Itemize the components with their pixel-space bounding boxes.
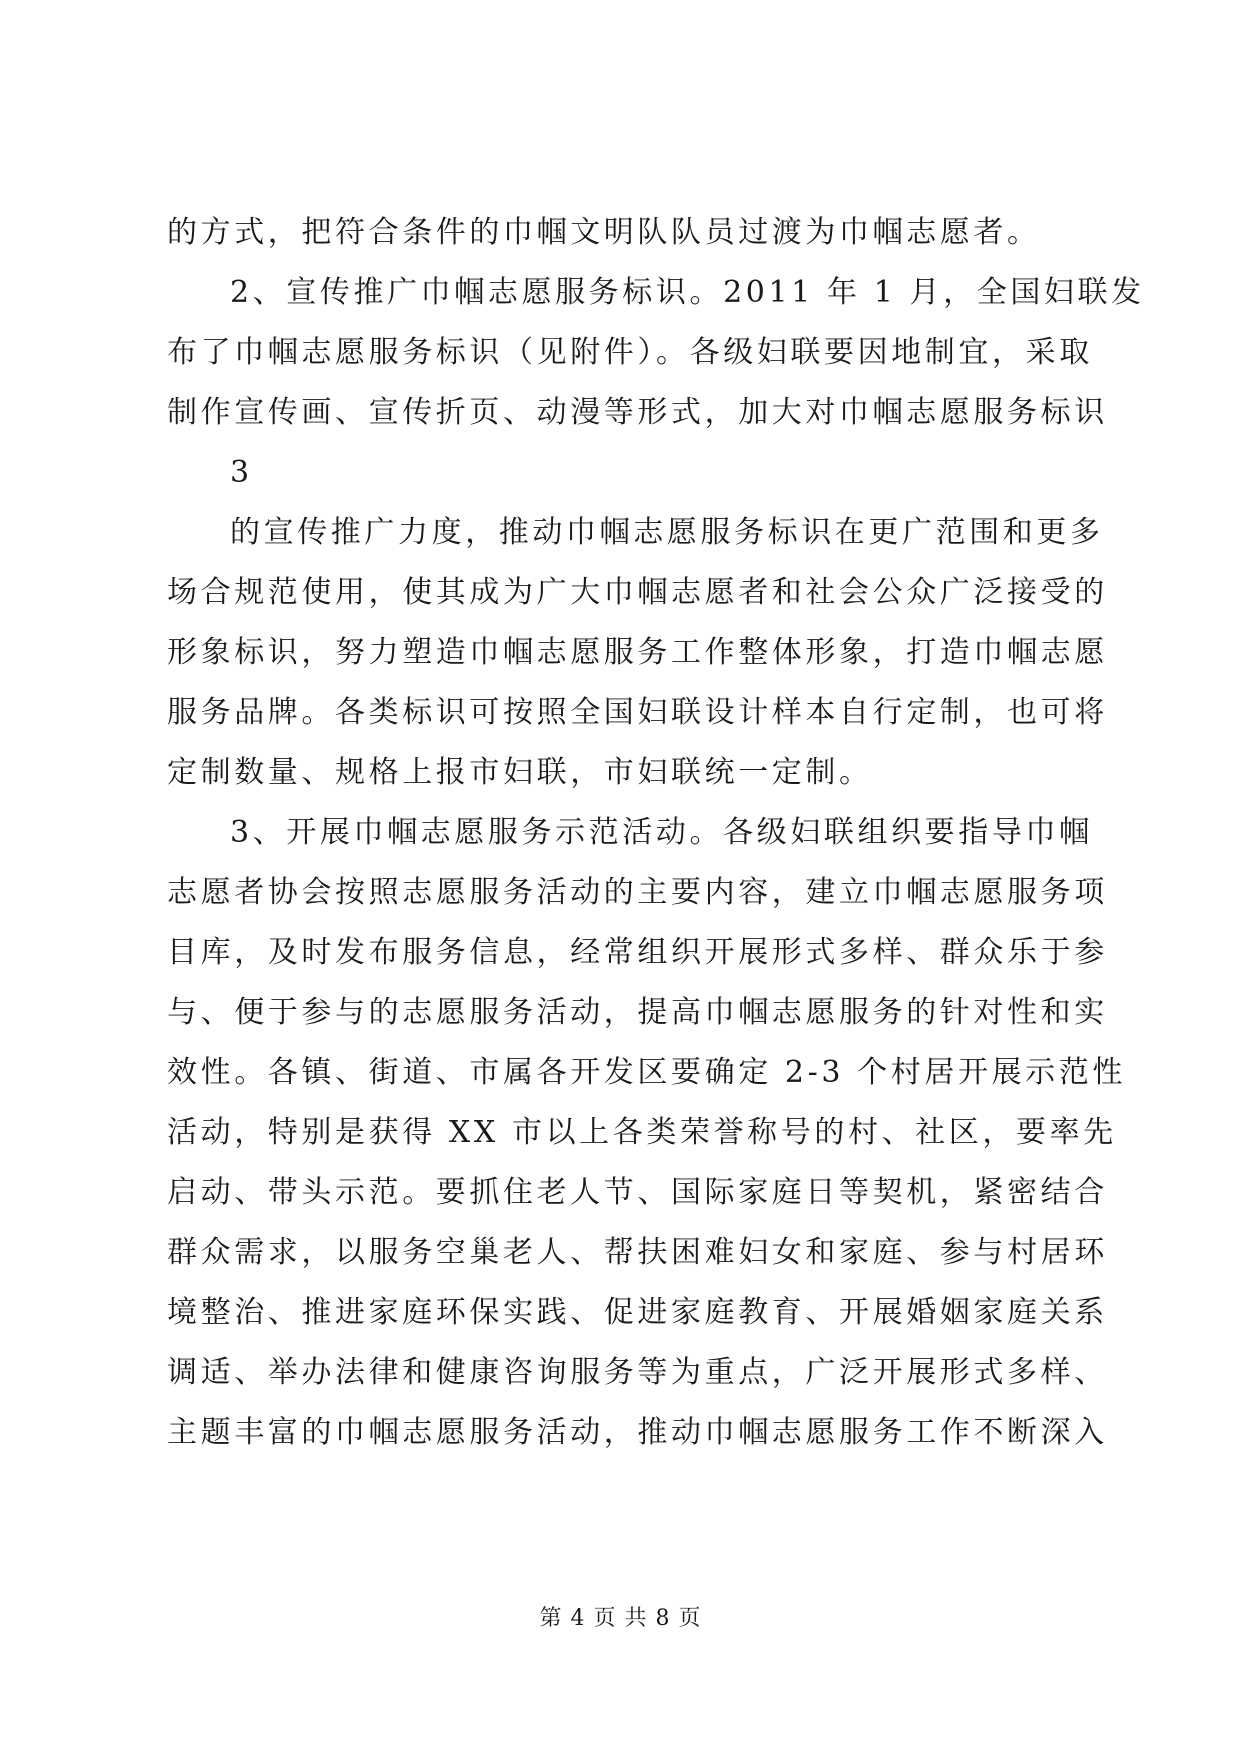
body-line-6: 场合规范使用，使其成为广大巾帼志愿者和社会公众广泛接受的 [167, 575, 1108, 610]
body-line-9: 定制数量、规格上报市妇联，市妇联统一定制。 [167, 755, 873, 790]
body-line-20: 主题丰富的巾帼志愿服务活动，推动巾帼志愿服务工作不断深入 [167, 1415, 1108, 1450]
body-line-13: 与、便于参与的志愿服务活动，提高巾帼志愿服务的针对性和实 [167, 995, 1108, 1030]
body-line-17: 群众需求，以服务空巢老人、帮扶困难妇女和家庭、参与村居环 [167, 1235, 1108, 1270]
body-line-10: 3、开展巾帼志愿服务示范活动。各级妇联组织要指导巾帼 [230, 815, 1093, 850]
body-line-1: 的方式，把符合条件的巾帼文明队队员过渡为巾帼志愿者。 [167, 215, 1041, 250]
body-line-2: 2、宣传推广巾帼志愿服务标识。2011 年 1 月，全国妇联发 [230, 275, 1145, 310]
body-line-18: 境整治、推进家庭环保实践、促进家庭教育、开展婚姻家庭关系 [167, 1295, 1108, 1330]
body-line-11: 志愿者协会按照志愿服务活动的主要内容，建立巾帼志愿服务项 [167, 875, 1108, 910]
body-line-16: 启动、带头示范。要抓住老人节、国际家庭日等契机，紧密结合 [167, 1175, 1108, 1210]
body-line-7: 形象标识，努力塑造巾帼志愿服务工作整体形象，打造巾帼志愿 [167, 635, 1108, 670]
page-footer: 第 4 页 共 8 页 [539, 1606, 702, 1631]
body-line-14: 效性。各镇、街道、市属各开发区要确定 2-3 个村居开展示范性 [167, 1055, 1126, 1090]
body-line-15: 活动，特别是获得 XX 市以上各类荣誉称号的村、社区，要率先 [167, 1115, 1117, 1150]
body-line-12: 目库，及时发布服务信息，经常组织开展形式多样、群众乐于参 [167, 935, 1108, 970]
embedded-page-number: 3 [230, 455, 250, 490]
body-line-19: 调适、举办法律和健康咨询服务等为重点，广泛开展形式多样、 [167, 1355, 1108, 1390]
body-line-3: 布了巾帼志愿服务标识（见附件）。各级妇联要因地制宜，采取 [167, 335, 1093, 370]
body-line-5: 的宣传推广力度，推动巾帼志愿服务标识在更广范围和更多 [230, 515, 1104, 550]
body-line-8: 服务品牌。各类标识可按照全国妇联设计样本自行定制，也可将 [167, 695, 1108, 730]
body-line-4: 制作宣传画、宣传折页、动漫等形式，加大对巾帼志愿服务标识 [167, 395, 1108, 430]
